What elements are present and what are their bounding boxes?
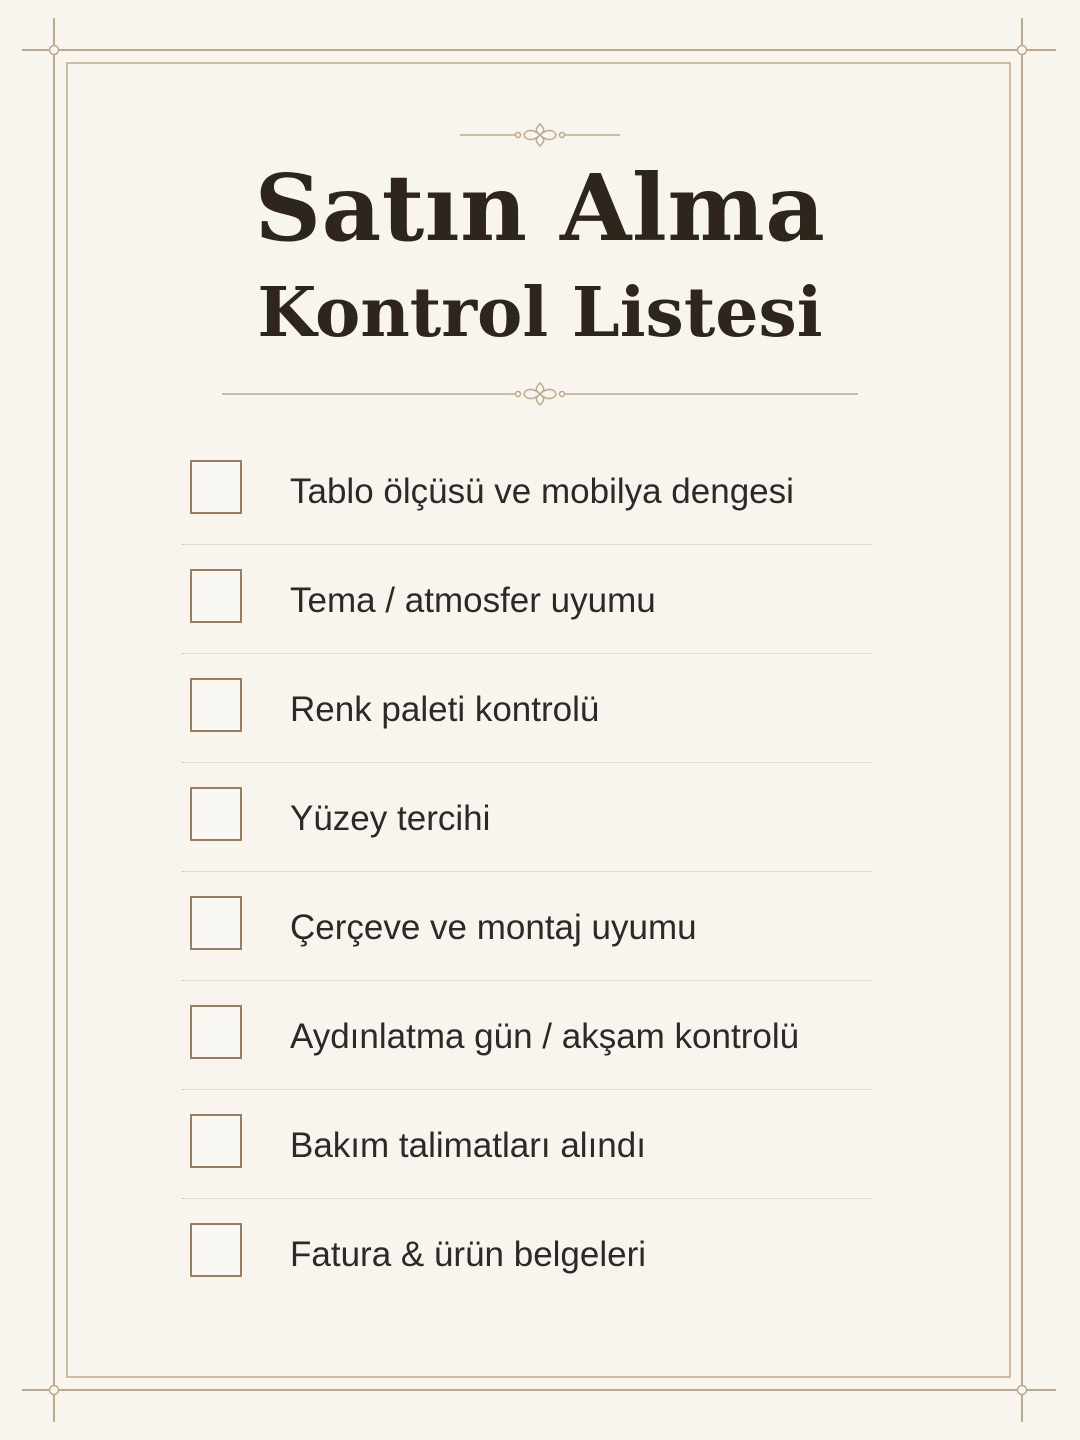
checkbox[interactable] xyxy=(190,787,242,841)
checkbox[interactable] xyxy=(190,1223,242,1277)
checklist-item[interactable] xyxy=(182,654,872,763)
checkbox[interactable] xyxy=(190,569,242,623)
checklist-item[interactable] xyxy=(182,436,872,545)
checklist-item[interactable] xyxy=(182,545,872,654)
checkbox[interactable] xyxy=(190,460,242,514)
checklist xyxy=(182,436,872,1308)
checkbox[interactable] xyxy=(190,896,242,950)
checklist-item[interactable] xyxy=(182,981,872,1090)
checklist-item[interactable] xyxy=(182,1199,872,1308)
checklist-item-label: Çerçeve ve montaj uyumu xyxy=(290,908,697,947)
checklist-item-label: Fatura & ürün belgeleri xyxy=(290,1235,647,1274)
page-subtitle: Kontrol Listesi xyxy=(257,273,823,353)
checklist-item-label: Yüzey tercihi xyxy=(290,799,491,838)
checklist-item-label: Bakım talimatları alındı xyxy=(290,1126,646,1165)
checklist-item-label: Tema / atmosfer uyumu xyxy=(290,581,656,620)
checklist-item-label: Renk paleti kontrolü xyxy=(290,690,600,729)
page-title: Satın Alma xyxy=(254,154,826,262)
top-divider-ornament xyxy=(460,124,620,146)
checklist-item-label: Tablo ölçüsü ve mobilya dengesi xyxy=(290,472,794,511)
checkbox[interactable] xyxy=(190,1005,242,1059)
title-divider-ornament xyxy=(222,383,858,405)
checkbox[interactable] xyxy=(190,1114,242,1168)
checkbox[interactable] xyxy=(190,678,242,732)
checklist-item[interactable] xyxy=(182,763,872,872)
checklist-item[interactable] xyxy=(182,1090,872,1199)
checklist-item[interactable] xyxy=(182,872,872,981)
checklist-item-label: Aydınlatma gün / akşam kontrolü xyxy=(290,1017,800,1056)
